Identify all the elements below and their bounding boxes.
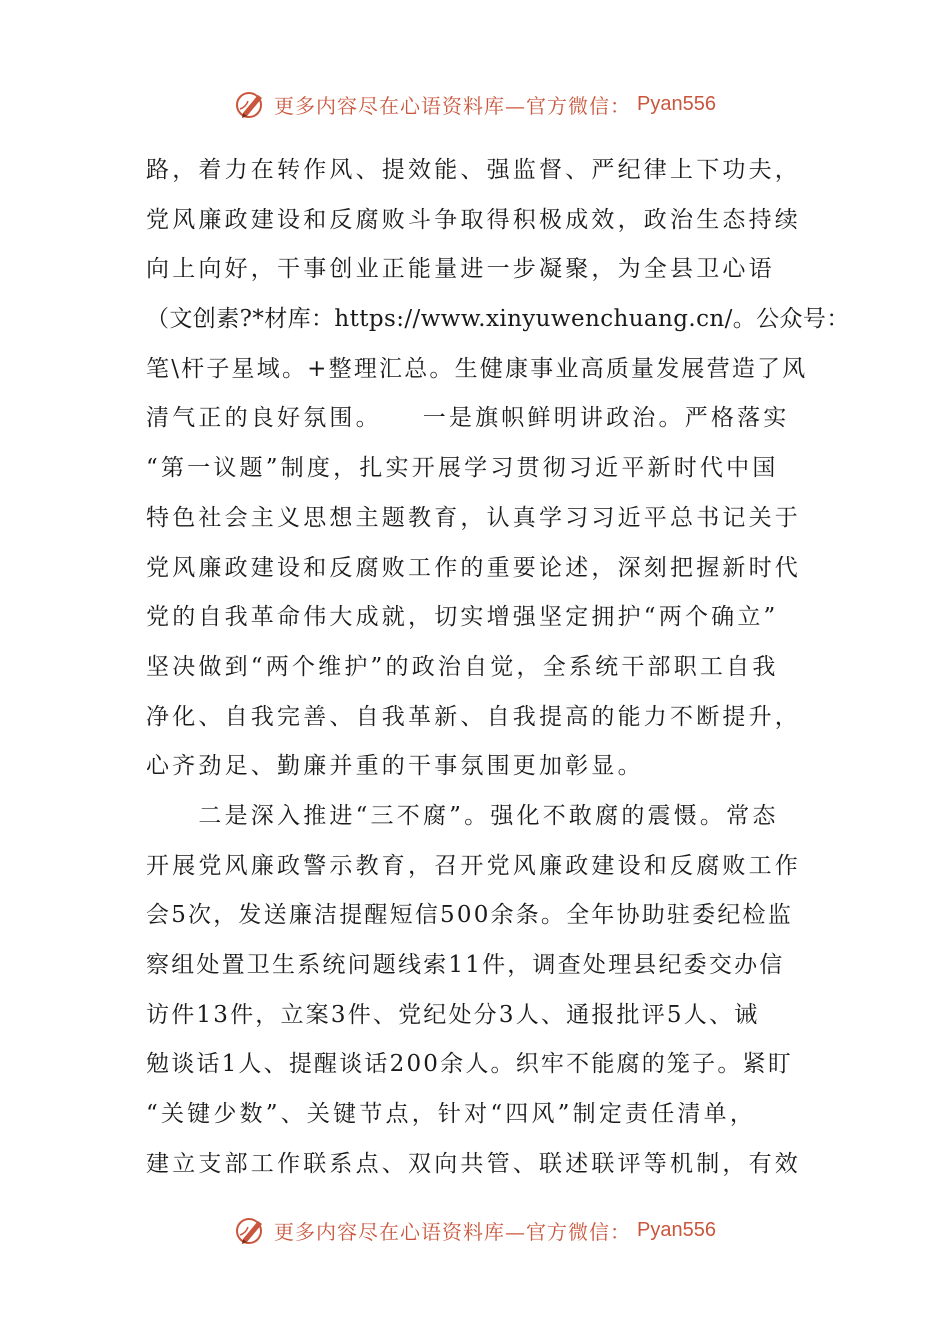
text-line: 清气正的良好氛围。 一是旗帜鲜明讲政治。严格落实: [146, 405, 790, 432]
text-line: 访件13件，立案3件、党纪处分3人、通报批评5人、诫: [146, 1001, 760, 1028]
banner-text: 更多内容尽在心语资料库—官方微信：: [274, 1219, 632, 1244]
text-line: 党风廉政建设和反腐败工作的重要论述，深刻把握新时代: [146, 554, 801, 581]
text-line: “关键少数”、关键节点，针对“四风”制定责任清单，: [146, 1101, 757, 1128]
document-body: [146, 146, 850, 1189]
text-line: 心齐劲足、勤廉并重的干事氛围更加彰显。: [146, 753, 644, 780]
text-line: 党风廉政建设和反腐败斗争取得积极成效，政治生态持续: [146, 206, 801, 233]
text-line: 会5次，发送廉洁提醒短信500余条。全年协助驻委纪检监: [146, 902, 793, 929]
pen-logo-icon: [234, 87, 268, 121]
text-line: 察组处置卫生系统问题线索11件，调查处理县纪委交办信: [146, 952, 785, 978]
wechat-id: Pyan556: [637, 92, 716, 115]
text-line: （文创素?*材库：https://www.xinyuwenchuang.cn/。公众号：: [146, 306, 850, 333]
text-line: 二是深入推进“三不腐”。强化不敢腐的震慑。常态: [146, 802, 779, 829]
text-line: 坚决做到“两个维护”的政治自觉，全系统干部职工自我: [146, 653, 779, 680]
text-line: 向上向好，干事创业正能量进一步凝聚，为全县卫心语: [146, 256, 775, 283]
text-line: 勉谈话1人、提醒谈话200余人。织牢不能腐的笼子。紧盯: [146, 1051, 793, 1078]
text-line: 笔\杆子星域。+整理汇总。生健康事业高质量发展营造了风: [146, 355, 808, 382]
header-watermark-banner: [0, 84, 950, 124]
text-line: 建立支部工作联系点、双向共管、联述联评等机制，有效: [146, 1150, 801, 1177]
banner-text: 更多内容尽在心语资料库—官方微信：: [274, 93, 632, 118]
text-line: 路，着力在转作风、提效能、强监督、严纪律上下功夫，: [146, 157, 801, 183]
text-line: 特色社会主义思想主题教育，认真学习习近平总书记关于: [146, 504, 801, 531]
text-line: 开展党风廉政警示教育，召开党风廉政建设和反腐败工作: [146, 852, 801, 879]
text-line: “第一议题”制度，扎实开展学习贯彻习近平新时代中国: [146, 455, 779, 482]
text-line: 党的自我革命伟大成就，切实增强坚定拥护“两个确立”: [146, 604, 779, 631]
footer-watermark-banner: [0, 1210, 950, 1250]
pen-logo-icon: [234, 1213, 268, 1247]
text-line: 净化、自我完善、自我革新、自我提高的能力不断提升，: [146, 703, 801, 730]
wechat-id: Pyan556: [637, 1218, 716, 1241]
